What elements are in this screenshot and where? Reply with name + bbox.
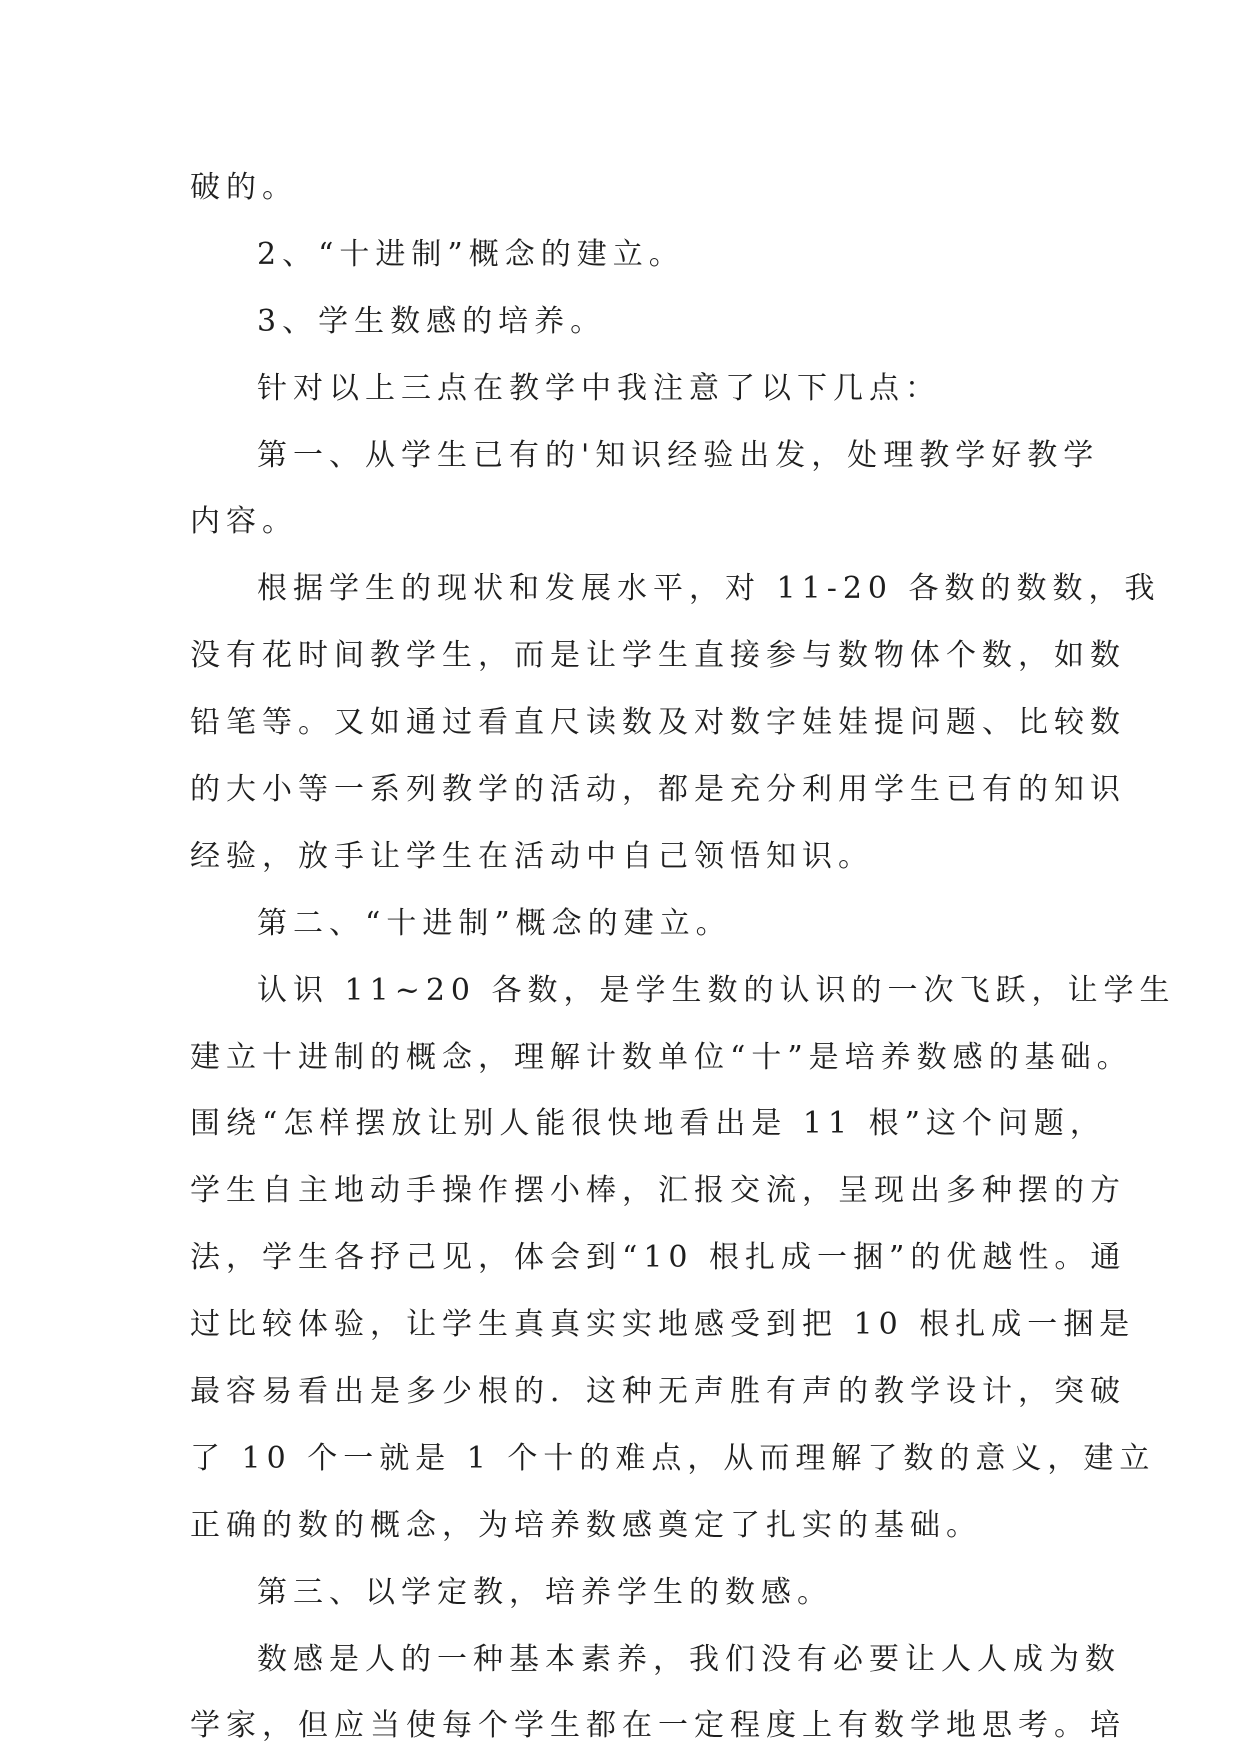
- text-line: 第一、从学生已有的'知识经验出发，处理教学好教学: [257, 437, 1100, 473]
- text-line: 2、“十进制”概念的建立。: [257, 236, 685, 272]
- text-line: 认识 11~20 各数，是学生数的认识的一次飞跃，让学生: [257, 972, 1176, 1008]
- text-line: 铅笔等。又如通过看直尺读数及对数字娃娃提问题、比较数: [190, 705, 1126, 741]
- text-line: 针对以上三点在教学中我注意了以下几点：: [257, 370, 941, 406]
- text-line: 最容易看出是多少根的．这种无声胜有声的教学设计，突破: [190, 1374, 1126, 1410]
- text-line: 围绕“怎样摆放让别人能很快地看出是 11 根”这个问题，: [190, 1106, 1106, 1142]
- text-line: 根据学生的现状和发展水平，对 11-20 各数的数数，我: [257, 571, 1161, 607]
- text-line: 建立十进制的概念，理解计数单位“十”是培养数感的基础。: [190, 1039, 1133, 1075]
- text-line: 第三、以学定教，培养学生的数感。: [257, 1574, 833, 1610]
- text-line: 的大小等一系列教学的活动，都是充分利用学生已有的知识: [190, 772, 1126, 808]
- text-line: 过比较体验，让学生真真实实地感受到把 10 根扎成一捆是: [190, 1307, 1136, 1343]
- text-line: 数感是人的一种基本素养，我们没有必要让人人成为数: [257, 1641, 1121, 1677]
- text-line: 了 10 个一就是 1 个十的难点，从而理解了数的意义，建立: [190, 1440, 1156, 1476]
- text-line: 没有花时间教学生，而是让学生直接参与数物体个数，如数: [190, 638, 1126, 674]
- text-line: 经验，放手让学生在活动中自己领悟知识。: [190, 838, 874, 874]
- text-line: 学生自主地动手操作摆小棒，汇报交流，呈现出多种摆的方: [190, 1173, 1126, 1209]
- text-line: 第二、“十进制”概念的建立。: [257, 905, 732, 941]
- text-line: 学家，但应当使每个学生都在一定程度上有数学地思考。培: [190, 1708, 1126, 1744]
- text-line: 正确的数的概念，为培养数感奠定了扎实的基础。: [190, 1507, 982, 1543]
- text-line: 3、学生数感的培养。: [257, 303, 607, 339]
- text-line: 内容。: [190, 504, 298, 540]
- document-page: [190, 155, 1176, 1760]
- text-line: 破的。: [190, 170, 298, 205]
- text-line: 法，学生各抒己见，体会到“10 根扎成一捆”的优越性。通: [190, 1240, 1127, 1276]
